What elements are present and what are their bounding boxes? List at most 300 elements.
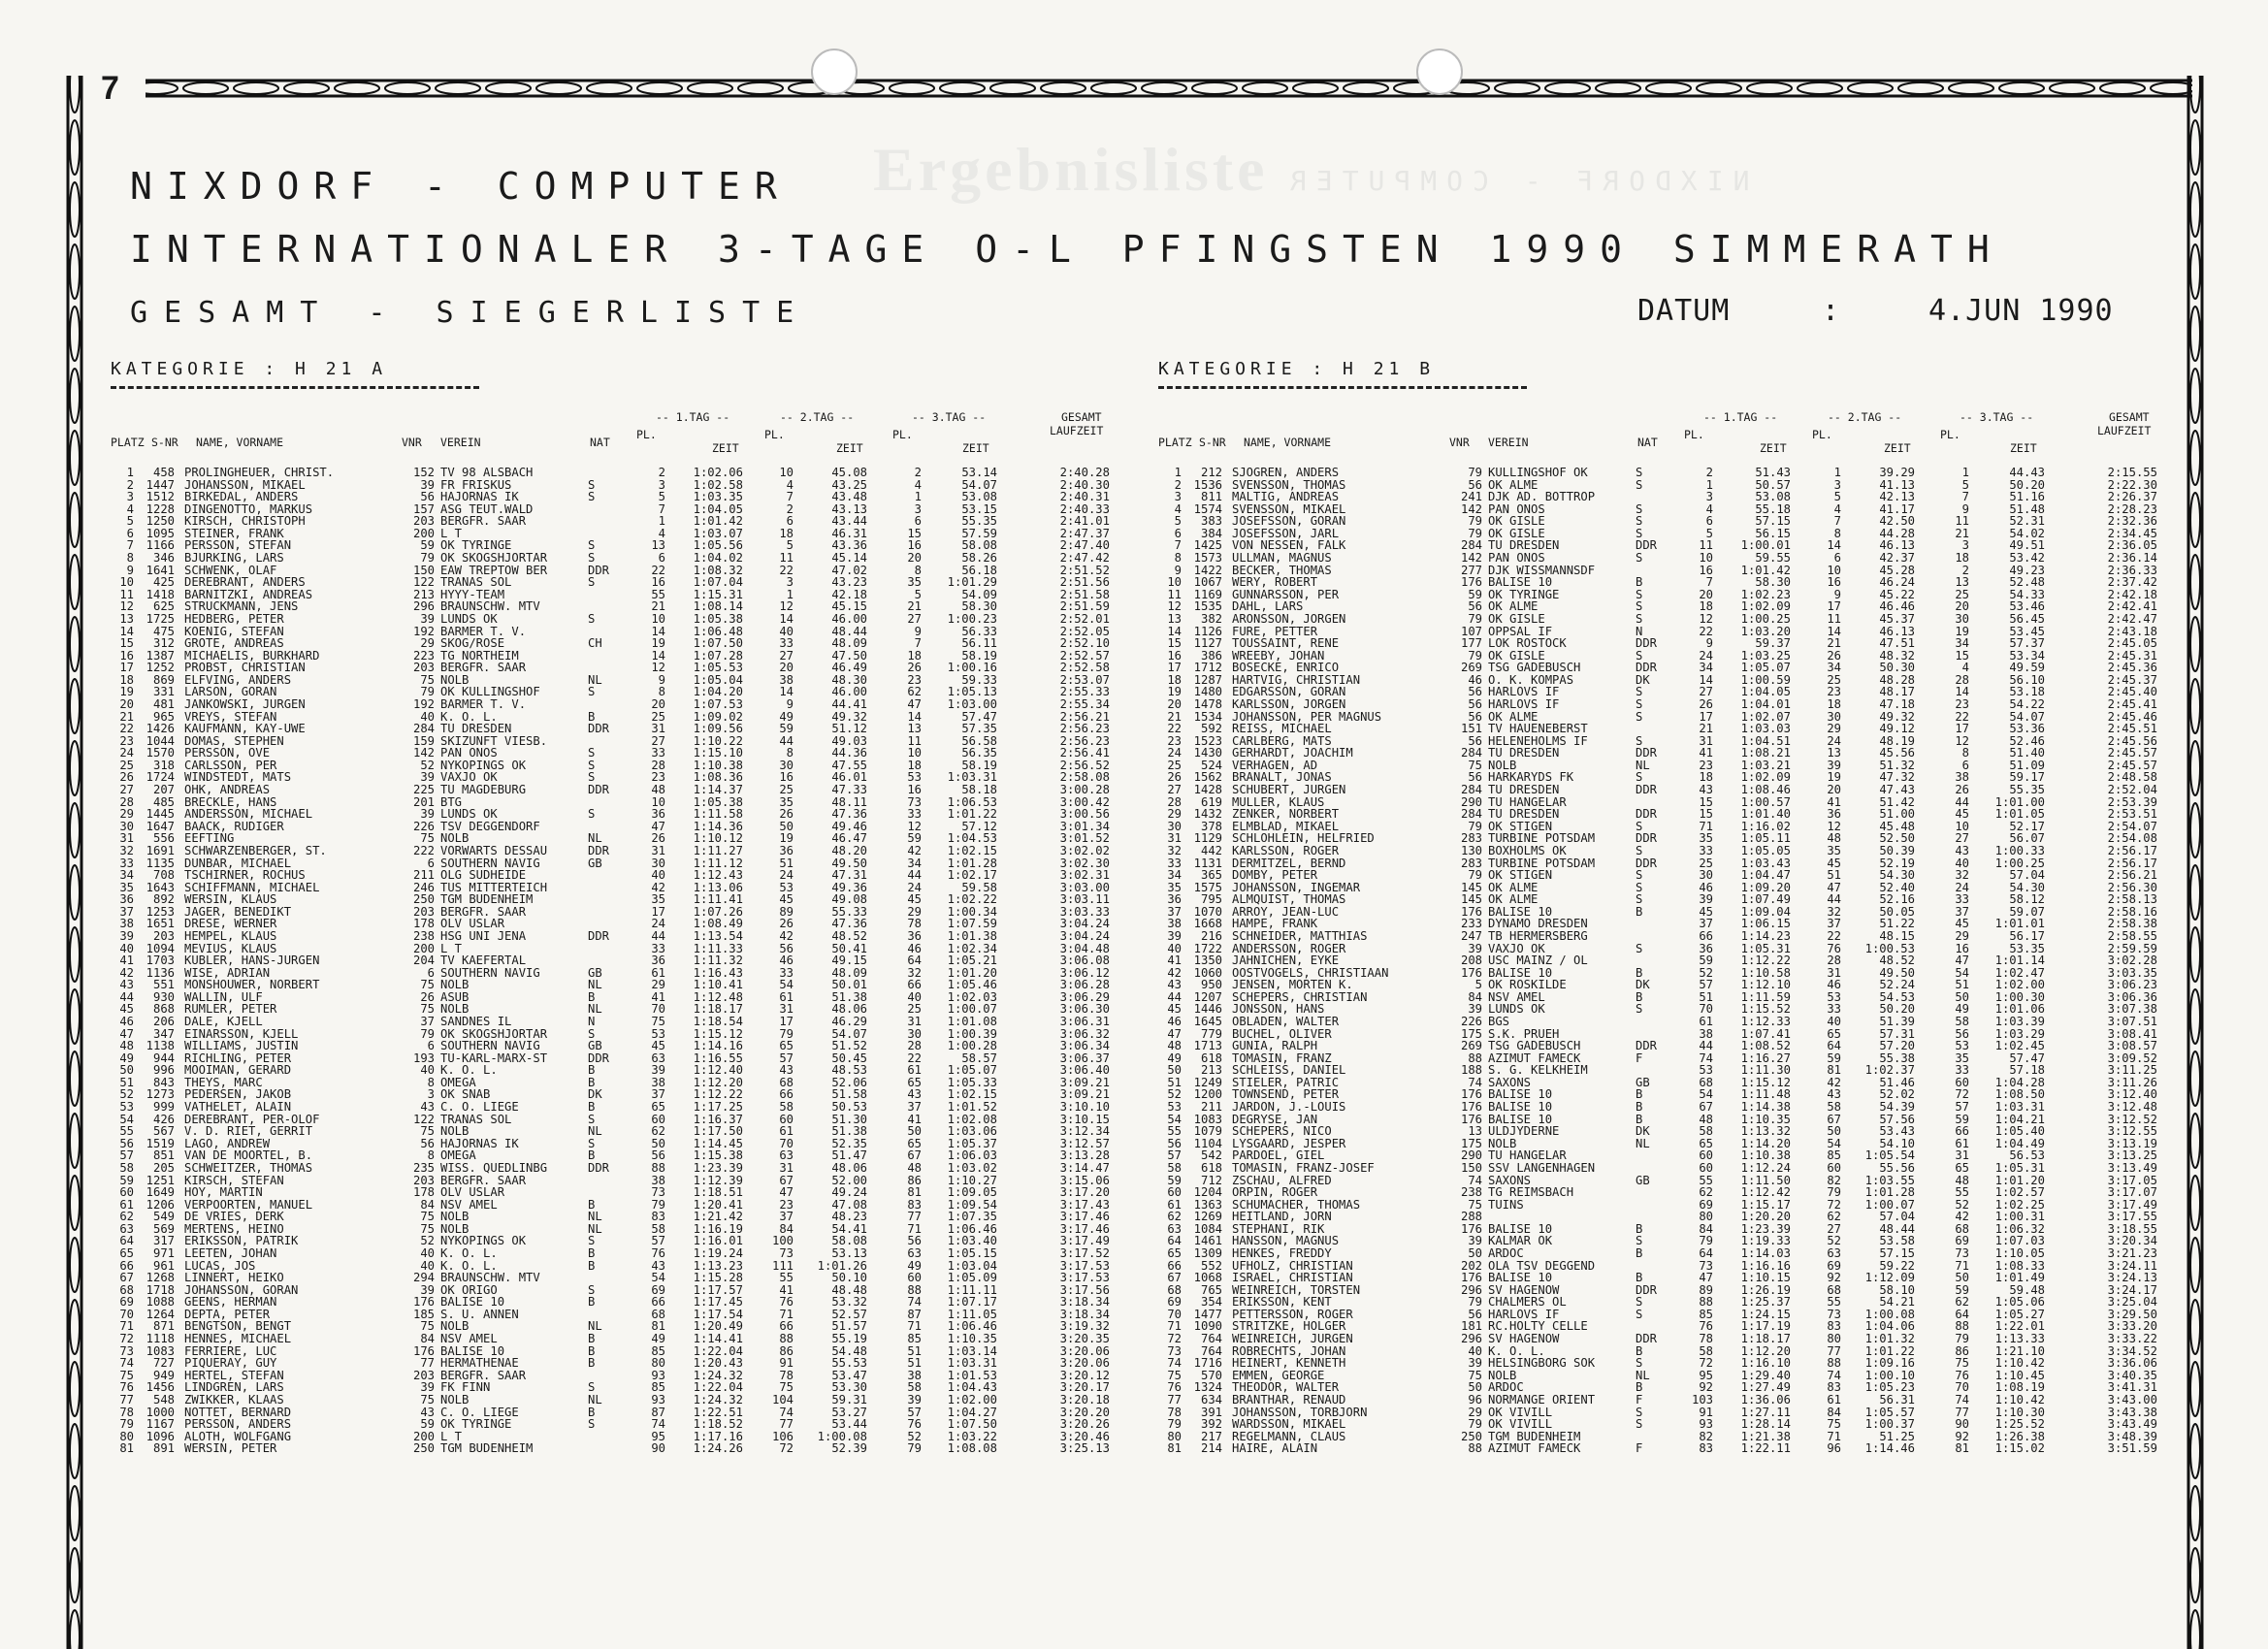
cell-day1-time: 1:16.02 bbox=[1740, 820, 1791, 833]
cell-club-number: 176 bbox=[1460, 1113, 1482, 1126]
cell-name: RICHLING, PETER bbox=[184, 1051, 292, 1065]
column-header: GESAMT bbox=[2109, 410, 2150, 424]
cell-day2-time: 54.39 bbox=[1879, 1101, 1915, 1114]
cell-club: DJK WISSMANNSDF bbox=[1488, 564, 1596, 577]
cell-nation: S bbox=[1636, 1235, 1643, 1247]
cell-start-number: 944 bbox=[152, 1051, 175, 1065]
cell-start-number: 570 bbox=[1200, 1369, 1222, 1382]
cell-day3-time: 1:00.28 bbox=[947, 1040, 997, 1052]
table-row bbox=[1158, 1077, 2191, 1089]
cell-total-time: 2:15.55 bbox=[2107, 467, 2157, 479]
cell-total-time: 3:17.53 bbox=[1059, 1259, 1110, 1273]
cell-club: HARKARYDS FK bbox=[1488, 771, 1574, 785]
cell-day3-place: 44 bbox=[907, 869, 922, 882]
table-row bbox=[111, 1077, 1144, 1089]
cell-day1-time: 1:04.47 bbox=[1740, 869, 1791, 882]
cell-day1-place: 68 bbox=[651, 1308, 665, 1321]
cell-club-number: 56 bbox=[1468, 734, 1482, 748]
border-link bbox=[70, 1176, 80, 1230]
cell-nation: B bbox=[588, 1101, 596, 1114]
cell-start-number: 764 bbox=[1200, 1333, 1222, 1345]
cell-day2-place: 53 bbox=[779, 881, 794, 894]
cell-day1-place: 38 bbox=[1699, 1027, 1713, 1041]
cell-start-number: 1718 bbox=[146, 1283, 175, 1297]
cell-total-time: 3:34.52 bbox=[2107, 1344, 2157, 1358]
cell-day3-time: 1:04.49 bbox=[1994, 1137, 2045, 1150]
border-link bbox=[2190, 741, 2200, 795]
cell-day3-place: 81 bbox=[907, 1186, 922, 1199]
table-row bbox=[1158, 845, 2191, 857]
cell-club-number: 284 bbox=[1460, 539, 1482, 553]
cell-start-number: 1350 bbox=[1193, 954, 1222, 967]
cell-total-time: 3:09.21 bbox=[1059, 1088, 1110, 1102]
table-row bbox=[1158, 1101, 2191, 1114]
cell-total-time: 3:17.43 bbox=[1059, 1198, 1110, 1212]
cell-place: 36 bbox=[119, 893, 134, 906]
cell-total-time: 3:00.56 bbox=[1059, 808, 1110, 821]
cell-club-number: 84 bbox=[1468, 990, 1482, 1004]
cell-day2-time: 48.53 bbox=[831, 1064, 867, 1077]
cell-nation: B bbox=[1636, 576, 1643, 589]
cell-club: LUNDS OK bbox=[440, 808, 498, 821]
cell-day2-place: 14 bbox=[779, 612, 794, 626]
table-row bbox=[1158, 723, 2191, 735]
cell-day2-place: 72 bbox=[779, 1442, 794, 1455]
cell-day1-time: 1:20.41 bbox=[693, 1198, 743, 1212]
cell-day1-time: 1:04.51 bbox=[1740, 734, 1791, 748]
cell-name: BARNITZKI, ANDREAS bbox=[184, 588, 313, 601]
cell-start-number: 891 bbox=[152, 1442, 175, 1455]
cell-day2-place: 41 bbox=[779, 1283, 794, 1297]
cell-place: 7 bbox=[126, 539, 134, 553]
cell-nation: S bbox=[588, 539, 596, 553]
table-row bbox=[111, 1211, 1144, 1223]
cell-name: EDGARSSON, GORAN bbox=[1232, 686, 1346, 698]
cell-club-number: 176 bbox=[1460, 1101, 1482, 1114]
cell-day1-place: 54 bbox=[651, 1272, 665, 1284]
cell-day1-time: 1:11.48 bbox=[1740, 1088, 1791, 1102]
cell-name: SVENSSON, MIKAEL bbox=[1232, 502, 1346, 516]
cell-total-time: 3:01.34 bbox=[1059, 820, 1110, 833]
table-row bbox=[111, 479, 1144, 492]
cell-place: 28 bbox=[119, 795, 134, 809]
cell-nation: GB bbox=[588, 1040, 602, 1052]
cell-day3-place: 71 bbox=[907, 1222, 922, 1236]
cell-club: NSV AMEL bbox=[440, 1198, 498, 1212]
cell-club-number: 75 bbox=[1468, 759, 1482, 772]
cell-total-time: 2:56.17 bbox=[2107, 844, 2157, 857]
cell-day2-time: 51.38 bbox=[831, 990, 867, 1004]
cell-name: HENNES, MICHAEL bbox=[184, 1333, 292, 1345]
cell-day3-time: 56.10 bbox=[2009, 673, 2045, 687]
cell-club-number: 79 bbox=[1468, 649, 1482, 663]
cell-club: TSV DEGGENDORF bbox=[440, 820, 540, 833]
cell-club-number: 208 bbox=[1460, 954, 1482, 967]
cell-day3-place: 13 bbox=[1955, 576, 1969, 589]
cell-club-number: 250 bbox=[412, 893, 435, 906]
cell-club-number: 37 bbox=[420, 1016, 435, 1028]
cell-day1-place: 42 bbox=[651, 881, 665, 894]
cell-total-time: 2:36.14 bbox=[2107, 552, 2157, 565]
table-row bbox=[1158, 1199, 2191, 1212]
cell-club-number: 142 bbox=[412, 747, 435, 760]
cell-day1-time: 1:10.35 bbox=[1740, 1113, 1791, 1126]
cell-day1-place: 33 bbox=[651, 747, 665, 760]
cell-start-number: 556 bbox=[152, 832, 175, 845]
cell-nation: S bbox=[588, 1418, 596, 1431]
sponsor-title: NIXDORF - COMPUTER bbox=[130, 165, 792, 208]
cell-day1-time: 1:22.51 bbox=[693, 1406, 743, 1419]
border-link bbox=[738, 82, 783, 94]
cell-name: WINDSTEDT, MATS bbox=[184, 771, 292, 785]
cell-day1-time: 1:24.15 bbox=[1740, 1308, 1791, 1321]
cell-name: MOOIMAN, GERARD bbox=[184, 1064, 292, 1077]
cell-club: TU DRESDEN bbox=[1488, 539, 1560, 553]
cell-day2-time: 47.33 bbox=[831, 784, 867, 796]
cell-day1-place: 72 bbox=[1699, 1357, 1713, 1370]
cell-day1-place: 29 bbox=[651, 979, 665, 991]
cell-place: 33 bbox=[1167, 857, 1182, 870]
cell-total-time: 3:17.05 bbox=[2107, 1174, 2157, 1187]
cell-place: 57 bbox=[1167, 1149, 1182, 1162]
cell-day3-time: 1:00.25 bbox=[1994, 857, 2045, 870]
cell-day1-time: 1:18.17 bbox=[693, 1003, 743, 1017]
cell-start-number: 1206 bbox=[146, 1198, 175, 1212]
cell-nation: S bbox=[1636, 686, 1643, 698]
cell-nation: DDR bbox=[1636, 539, 1658, 553]
cell-day2-place: 21 bbox=[1827, 637, 1841, 650]
cell-day2-place: 42 bbox=[779, 929, 794, 943]
cell-total-time: 2:51.52 bbox=[1059, 564, 1110, 577]
cell-place: 71 bbox=[119, 1320, 134, 1334]
cell-start-number: 378 bbox=[1200, 820, 1222, 833]
cell-day3-time: 1:05.06 bbox=[1994, 1296, 2045, 1309]
cell-nation: B bbox=[588, 710, 596, 724]
cell-day1-time: 1:27.11 bbox=[1740, 1406, 1791, 1419]
cell-day3-place: 27 bbox=[907, 612, 922, 626]
cell-name: HAIRE, ALAIN bbox=[1232, 1442, 1318, 1455]
cell-club-number: 26 bbox=[420, 990, 435, 1004]
border-link bbox=[2190, 1610, 2200, 1649]
cell-club: AZIMUT FAMECK bbox=[1488, 1051, 1581, 1065]
cell-name: WARDSSON, MIKAEL bbox=[1232, 1418, 1346, 1431]
cell-day1-place: 71 bbox=[1699, 820, 1713, 833]
cell-name: SCHIFFMANN, MICHAEL bbox=[184, 881, 320, 894]
cell-day3-time: 1:01.28 bbox=[947, 857, 997, 870]
cell-day3-place: 30 bbox=[907, 1027, 922, 1041]
cell-start-number: 1574 bbox=[1193, 502, 1222, 516]
cell-day1-place: 21 bbox=[651, 600, 665, 613]
cell-day3-time: 1:09.05 bbox=[947, 1186, 997, 1199]
column-headers bbox=[111, 399, 1144, 467]
cell-day2-place: 73 bbox=[1827, 1308, 1841, 1321]
cell-day1-place: 85 bbox=[651, 1381, 665, 1394]
cell-nation: N bbox=[1636, 625, 1643, 638]
cell-day2-time: 1:04.06 bbox=[1864, 1320, 1915, 1334]
cell-day1-place: 33 bbox=[1699, 844, 1713, 857]
cell-day3-place: 31 bbox=[1955, 1149, 1969, 1162]
cell-day2-place: 84 bbox=[1827, 1406, 1841, 1419]
cell-club: TG NORTHEIM bbox=[440, 649, 519, 663]
cell-day3-place: 86 bbox=[1955, 1344, 1969, 1358]
cell-nation: S bbox=[1636, 1308, 1643, 1321]
cell-club: TGM BUDENHEIM bbox=[1488, 1430, 1581, 1443]
cell-day3-place: 10 bbox=[907, 747, 922, 760]
cell-day3-place: 43 bbox=[907, 1088, 922, 1102]
cell-day1-time: 1:08.46 bbox=[1740, 784, 1791, 796]
cell-club-number: 46 bbox=[1468, 673, 1482, 687]
cell-day2-time: 49.36 bbox=[831, 881, 867, 894]
cell-day3-time: 1:05.13 bbox=[947, 686, 997, 698]
cell-day1-time: 1:02.09 bbox=[1740, 771, 1791, 785]
cell-day1-time: 1:03.25 bbox=[1740, 649, 1791, 663]
table-row bbox=[111, 698, 1144, 711]
table-row bbox=[1158, 1149, 2191, 1162]
table-row bbox=[1158, 979, 2191, 991]
cell-day3-time: 52.48 bbox=[2009, 576, 2045, 589]
cell-day3-time: 51.48 bbox=[2009, 502, 2045, 516]
cell-total-time: 3:06.32 bbox=[1059, 1027, 1110, 1041]
cell-day3-place: 65 bbox=[907, 1137, 922, 1150]
cell-total-time: 2:37.42 bbox=[2107, 576, 2157, 589]
cell-nation: S bbox=[588, 771, 596, 785]
cell-name: TOMASIN, FRANZ-JOSEF bbox=[1232, 1161, 1375, 1175]
cell-club-number: 88 bbox=[1468, 1442, 1482, 1455]
cell-day1-time: 1:13.32 bbox=[1740, 1125, 1791, 1138]
cell-day2-place: 5 bbox=[786, 539, 794, 553]
cell-club-number: 150 bbox=[1460, 1161, 1482, 1175]
cell-day2-time: 1:00.07 bbox=[1864, 1198, 1915, 1212]
cell-total-time: 3:10.10 bbox=[1059, 1101, 1110, 1114]
cell-place: 13 bbox=[1167, 612, 1182, 626]
cell-day1-place: 9 bbox=[1705, 637, 1713, 650]
cell-start-number: 1249 bbox=[1193, 1076, 1222, 1089]
cell-day1-place: 74 bbox=[651, 1418, 665, 1431]
cell-day2-time: 52.19 bbox=[1879, 857, 1915, 870]
border-link bbox=[2190, 555, 2200, 609]
cell-club-number: 75 bbox=[420, 1003, 435, 1017]
border-link bbox=[70, 369, 80, 423]
column-header: ZEIT bbox=[712, 441, 739, 455]
cell-day3-time: 1:02.22 bbox=[947, 893, 997, 906]
cell-day2-place: 37 bbox=[1827, 918, 1841, 930]
cell-day1-place: 54 bbox=[1699, 1088, 1713, 1102]
cell-place: 1 bbox=[126, 467, 134, 479]
cell-nation: NL bbox=[588, 1125, 602, 1138]
cell-day2-time: 1:00.10 bbox=[1864, 1369, 1915, 1382]
cell-place: 52 bbox=[119, 1088, 134, 1102]
cell-day1-time: 1:05.38 bbox=[693, 795, 743, 809]
cell-name: CARLSSON, PER bbox=[184, 759, 277, 772]
cell-day3-place: 25 bbox=[907, 1003, 922, 1017]
cell-day2-time: 43.36 bbox=[831, 539, 867, 553]
table-row bbox=[1158, 1309, 2191, 1321]
cell-nation: B bbox=[1636, 990, 1643, 1004]
cell-day3-time: 1:02.47 bbox=[1994, 966, 2045, 980]
cell-club-number: 159 bbox=[412, 734, 435, 748]
cell-club: TV KAEFERTAL bbox=[440, 954, 527, 967]
cell-day3-time: 56.58 bbox=[961, 734, 997, 748]
cell-place: 34 bbox=[1167, 869, 1182, 882]
cell-day1-time: 1:04.20 bbox=[693, 686, 743, 698]
cell-day2-place: 106 bbox=[771, 1430, 794, 1443]
cell-day3-time: 54.02 bbox=[2009, 527, 2045, 540]
table-row bbox=[111, 1028, 1144, 1041]
cell-club: SAXONS bbox=[1488, 1076, 1532, 1089]
cell-start-number: 1573 bbox=[1193, 552, 1222, 565]
table-row bbox=[1158, 882, 2191, 894]
cell-place: 46 bbox=[119, 1016, 134, 1028]
cell-day3-place: 15 bbox=[1955, 649, 1969, 663]
cell-day2-place: 37 bbox=[779, 1211, 794, 1223]
cell-day3-place: 27 bbox=[1955, 832, 1969, 845]
cell-name: JOHANSSON, PER MAGNUS bbox=[1232, 710, 1382, 724]
cell-nation: S bbox=[1636, 612, 1643, 626]
border-link bbox=[70, 1424, 80, 1478]
cell-day3-time: 1:05.21 bbox=[947, 954, 997, 967]
cell-place: 11 bbox=[1167, 588, 1182, 601]
cell-start-number: 1118 bbox=[146, 1333, 175, 1345]
cell-day2-time: 50.39 bbox=[1879, 844, 1915, 857]
cell-club: CHALMERS OL bbox=[1488, 1296, 1567, 1309]
cell-day3-time: 1:01.06 bbox=[1994, 1003, 2045, 1017]
cell-club-number: 29 bbox=[420, 637, 435, 650]
cell-nation: DDR bbox=[1636, 1283, 1658, 1297]
cell-total-time: 3:09.52 bbox=[2107, 1051, 2157, 1065]
cell-start-number: 391 bbox=[1200, 1406, 1222, 1419]
cell-total-time: 3:06.08 bbox=[1059, 954, 1110, 967]
cell-place: 79 bbox=[1167, 1418, 1182, 1431]
date-value: 4.JUN 1990 bbox=[1928, 294, 2114, 328]
cell-day3-place: 77 bbox=[907, 1211, 922, 1223]
cell-name: ZSCHAU, ALFRED bbox=[1232, 1174, 1332, 1187]
cell-day1-place: 1 bbox=[1705, 478, 1713, 492]
cell-day1-place: 80 bbox=[651, 1357, 665, 1370]
cell-day3-time: 1:05.09 bbox=[947, 1272, 997, 1284]
cell-day1-time: 1:16.19 bbox=[693, 1222, 743, 1236]
cell-club-number: 200 bbox=[412, 527, 435, 540]
cell-club: VAXJO OK bbox=[440, 771, 498, 785]
cell-day3-place: 71 bbox=[907, 1320, 922, 1334]
cell-total-time: 2:56.17 bbox=[2107, 857, 2157, 870]
cell-place: 1 bbox=[1174, 467, 1182, 479]
cell-day1-time: 1:13.54 bbox=[693, 929, 743, 943]
cell-day2-time: 45.48 bbox=[1879, 820, 1915, 833]
cell-day1-time: 1:12.33 bbox=[1740, 1016, 1791, 1028]
cell-day1-time: 1:26.19 bbox=[1740, 1283, 1791, 1297]
cell-place: 15 bbox=[1167, 637, 1182, 650]
cell-nation: S bbox=[588, 747, 596, 760]
table-row bbox=[1158, 784, 2191, 796]
cell-day3-time: 1:08.08 bbox=[947, 1442, 997, 1455]
cell-day2-place: 84 bbox=[779, 1222, 794, 1236]
cell-day3-time: 1:01.52 bbox=[947, 1101, 997, 1114]
cell-club: SKOG/ROSE bbox=[440, 637, 505, 650]
cell-start-number: 1447 bbox=[146, 478, 175, 492]
cell-place: 30 bbox=[119, 820, 134, 833]
cell-club: TUINS bbox=[1488, 1198, 1524, 1212]
cell-name: BECKER, THOMAS bbox=[1232, 564, 1332, 577]
cell-place: 5 bbox=[1174, 515, 1182, 528]
border-link bbox=[2100, 82, 2145, 94]
cell-day2-place: 43 bbox=[779, 1064, 794, 1077]
cell-club-number: 283 bbox=[1460, 832, 1482, 845]
cell-nation: S bbox=[588, 759, 596, 772]
cell-start-number: 354 bbox=[1200, 1296, 1222, 1309]
cell-total-time: 3:12.34 bbox=[1059, 1125, 1110, 1138]
cell-club: BERGFR. SAAR bbox=[440, 905, 527, 919]
cell-name: JOHANSSON, GORAN bbox=[184, 1283, 299, 1297]
border-link bbox=[1545, 82, 1590, 94]
cell-start-number: 868 bbox=[152, 1003, 175, 1017]
cell-start-number: 1722 bbox=[1193, 942, 1222, 955]
cell-day1-time: 1:16.37 bbox=[693, 1113, 743, 1126]
cell-day3-time: 1:01.20 bbox=[947, 966, 997, 980]
table-row bbox=[111, 1296, 1144, 1309]
border-link bbox=[2190, 493, 2200, 547]
table-row bbox=[111, 1381, 1144, 1394]
cell-start-number: 1252 bbox=[146, 662, 175, 674]
cell-name: SCHUBERT, JURGEN bbox=[1232, 784, 1346, 796]
cell-day2-time: 46.46 bbox=[1879, 600, 1915, 613]
column-header: -- 3.TAG -- bbox=[1960, 410, 2034, 424]
cell-start-number: 1095 bbox=[146, 527, 175, 540]
cell-club: OK ALME bbox=[1488, 893, 1539, 906]
cell-day3-place: 52 bbox=[1955, 1198, 1969, 1212]
cell-day2-time: 47.36 bbox=[831, 808, 867, 821]
cell-day2-time: 43.48 bbox=[831, 491, 867, 503]
cell-name: GERHARDT, JOACHIM bbox=[1232, 747, 1353, 760]
cell-name: V. D. RIET, GERRIT bbox=[184, 1125, 313, 1138]
cell-club: SOUTHERN NAVIG bbox=[440, 857, 540, 870]
cell-club: ASG TEUT.WALD bbox=[440, 502, 534, 516]
column-header: GESAMT bbox=[1061, 410, 1102, 424]
cell-name: OHK, ANDREAS bbox=[184, 784, 271, 796]
cell-start-number: 1535 bbox=[1193, 600, 1222, 613]
cell-nation: S bbox=[1636, 1357, 1643, 1370]
cell-place: 4 bbox=[1174, 502, 1182, 516]
cell-day3-place: 92 bbox=[1955, 1430, 1969, 1443]
cell-day3-time: 1:03.04 bbox=[947, 1259, 997, 1273]
cell-name: ZWIKKER, KLAAS bbox=[184, 1393, 284, 1406]
cell-place: 38 bbox=[1167, 918, 1182, 930]
cell-place: 50 bbox=[119, 1064, 134, 1077]
cell-day3-place: 66 bbox=[907, 979, 922, 991]
cell-day3-time: 1:06.03 bbox=[947, 1149, 997, 1162]
border-link bbox=[2190, 1051, 2200, 1106]
cell-day1-place: 17 bbox=[651, 905, 665, 919]
cell-place: 71 bbox=[1167, 1320, 1182, 1334]
cell-day2-place: 19 bbox=[1827, 771, 1841, 785]
cell-day3-place: 63 bbox=[907, 1247, 922, 1260]
cell-club: NOLB bbox=[440, 1222, 470, 1236]
cell-club: SOUTHERN NAVIG bbox=[440, 1040, 540, 1052]
cell-day2-time: 47.32 bbox=[1879, 771, 1915, 785]
cell-club-number: 203 bbox=[412, 515, 435, 528]
cell-day2-place: 6 bbox=[786, 515, 794, 528]
cell-total-time: 2:45.41 bbox=[2107, 697, 2157, 711]
cell-total-time: 3:29.50 bbox=[2107, 1308, 2157, 1321]
cell-name: SCHUMACHER, THOMAS bbox=[1232, 1198, 1361, 1212]
cell-day1-time: 1:11.12 bbox=[693, 857, 743, 870]
cell-club-number: 122 bbox=[412, 576, 435, 589]
cell-day2-place: 26 bbox=[779, 808, 794, 821]
cell-day3-place: 23 bbox=[907, 673, 922, 687]
cell-day3-place: 37 bbox=[907, 1101, 922, 1114]
cell-club-number: 75 bbox=[420, 673, 435, 687]
cell-day2-place: 58 bbox=[779, 1101, 794, 1114]
cell-start-number: 1135 bbox=[146, 857, 175, 870]
